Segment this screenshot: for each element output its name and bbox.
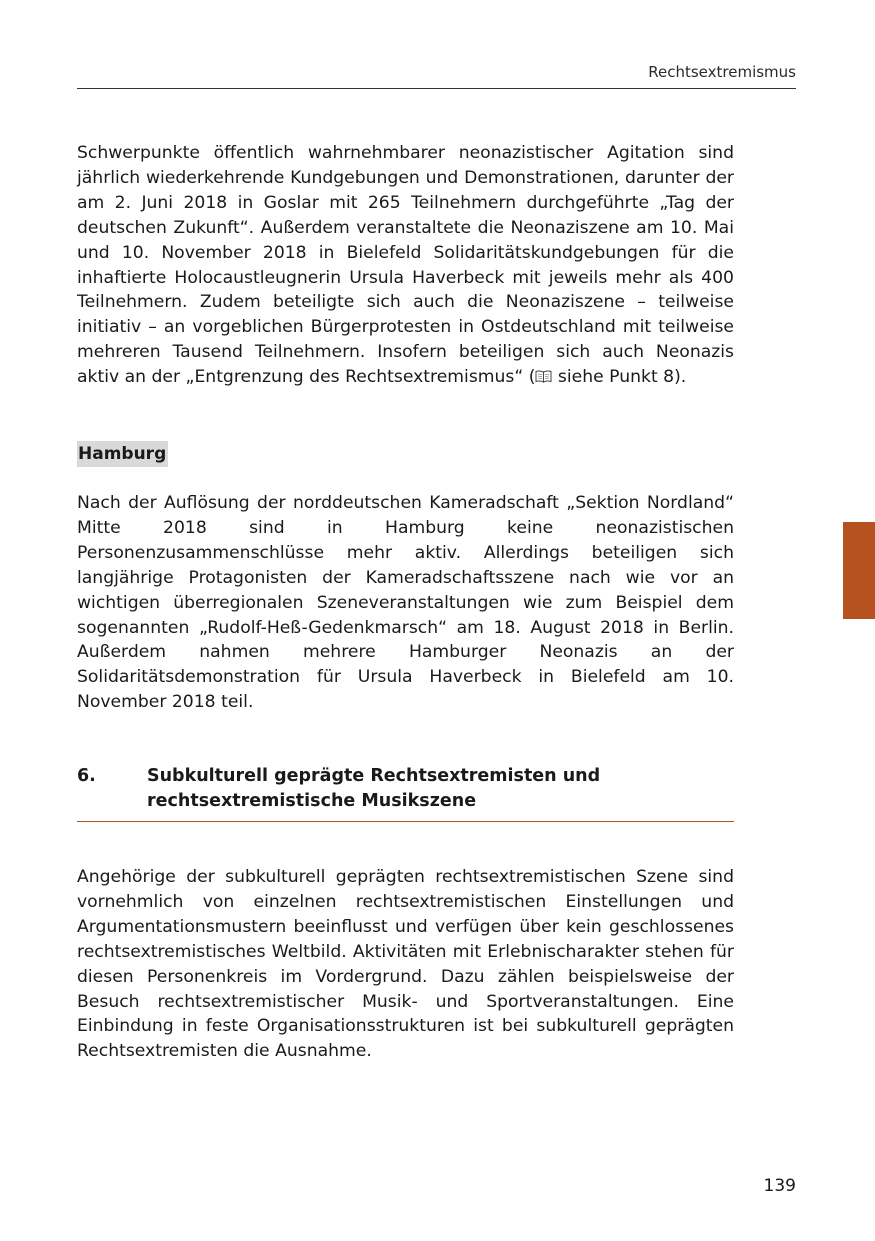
paragraph-hamburg: Nach der Auflösung der norddeutschen Kameradschaft „Sektion Nordland“ Mitte 2018 sind in Hamburg keine neonazistischen Personenzusammenschlüsse mehr aktiv. Allerdings beteiligen sich langjährige Protagonisten der Kameradschaftsszene nach wie vor an wichtigen überregionalen Szeneveranstaltungen wie zum Beispiel dem sogenannten „Rudolf-Heß-Gedenkmarsch“ am 18. August 2018 in Berlin. Außerdem nahmen mehrere Hamburger Neonazis an der Solidaritätsdemonstration für Ursula Haverbeck in Bielefeld am 10. November 2018 teil. — [77, 493, 734, 713]
chapter-number: 6. — [77, 766, 96, 786]
chapter-title-line2: rechtsextremistische Musikszene — [147, 790, 477, 811]
paragraph-agitation — [77, 141, 734, 390]
paragraph-subculture: Angehörige der subkulturell geprägten rechtsextremistischen Szene sind vornehmlich von einzelnen rechtsextremistischen Einstellungen und Argumentationsmustern beeinflusst und verfügen über kein geschlossenes rechtsextremistisches Weltbild. Aktivitäten mit Erlebnischarakter stehen für diesen Personenkreis im Vordergrund. Dazu zählen beispielsweise der Besuch rechtsextremistischer Musik- und Sportveranstaltungen. Eine Einbindung in feste Organisationsstrukturen ist bei subkulturell geprägten Rechtsextremisten die Ausnahme. — [77, 867, 734, 1062]
chapter-title — [147, 764, 707, 813]
paragraph-text-end: siehe Punkt 8). — [552, 367, 687, 388]
chapter-rule — [77, 821, 734, 822]
page-number: 139 — [763, 1176, 796, 1196]
running-header: Rechtsextremismus — [648, 63, 796, 81]
paragraph-text: Schwerpunkte öffentlich wahrnehmbarer neonazistischer Agitation sind jährlich wiederkehrende Kundgebungen und Demonstrationen, darunter der am 2. Juni 2018 in Goslar mit 265 Teilnehmern durchgeführte „Tag der deutschen Zukunft“. Außerdem veranstaltete die Neonaziszene am 10. Mai und 10. November 2018 in Bielefeld Solidaritätskundgebungen für die inhaftierte Holocaustleugnerin Ursula Haverbeck mit jeweils mehr als 400 Teilnehmern. Zudem beteiligte sich auch die Neonaziszene – teilweise initiativ – an vorgeblichen Bürgerprotesten in Ostdeutschland mit teilweise mehreren Tausend Teilnehmern. Insofern beteiligen sich auch Neonazis aktiv an der „Entgrenzung des Rechtsextremismus“ ( — [77, 143, 734, 388]
chapter-side-tab — [843, 522, 875, 619]
subheading-hamburg: Hamburg — [77, 441, 168, 467]
chapter-title-line1: Subkulturell geprägte Rechtsextremisten und — [147, 766, 601, 786]
book-icon[interactable] — [535, 366, 552, 379]
header-rule — [77, 88, 796, 89]
